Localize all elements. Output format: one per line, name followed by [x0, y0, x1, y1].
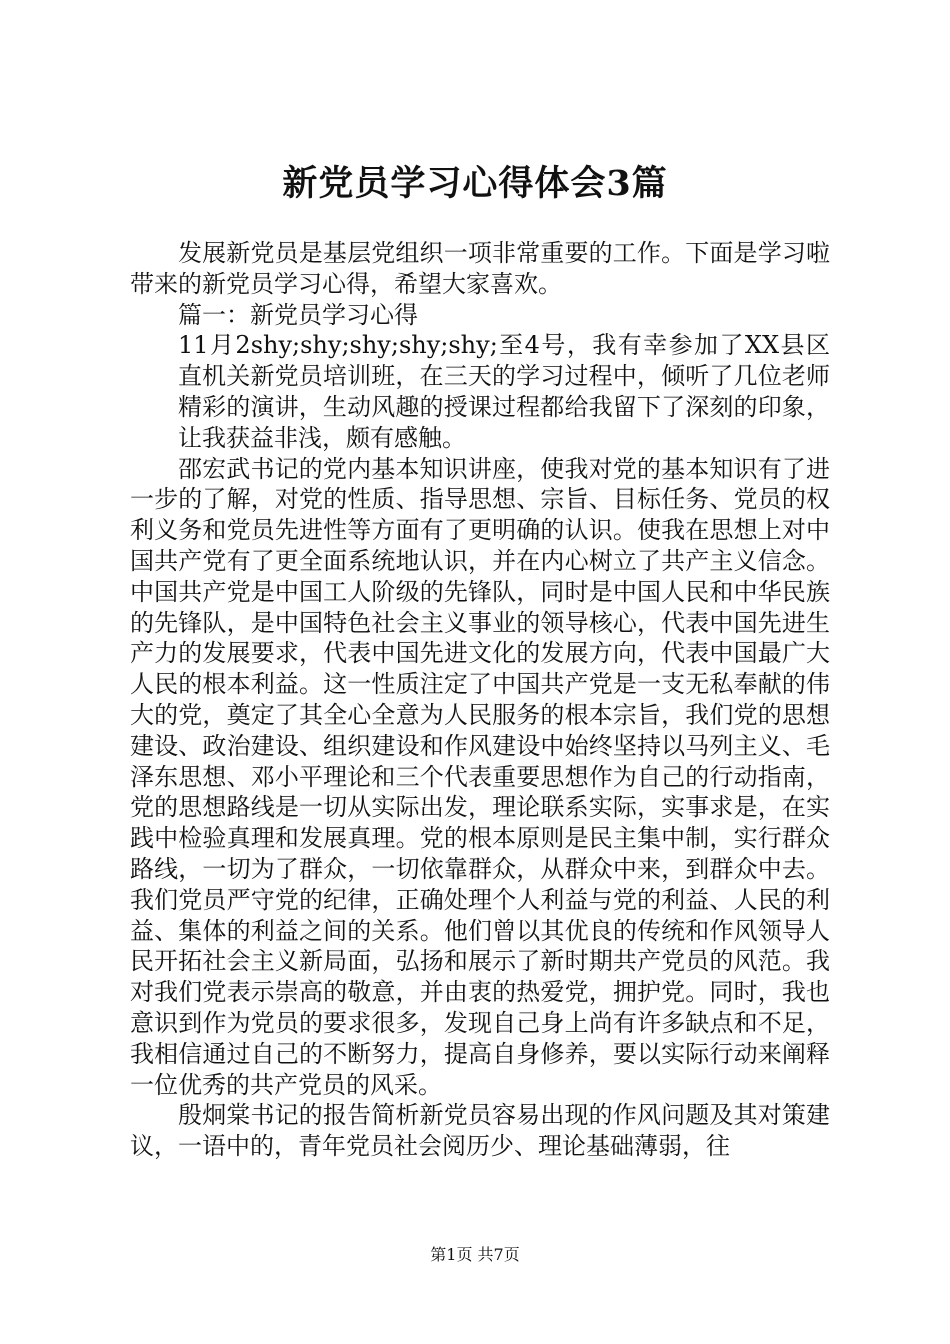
paragraph-training: 11月2shy;shy;shy;shy;shy;至4号，我有幸参加了XX县区直机关新党员培训班，在三天的学习过程中，倾听了几位老师精彩的演讲，生动风趣的授课过程都给我留下了深刻的印象，让我获益非浅，颇有感触。 [178, 331, 830, 452]
paragraph-report: 殷炯棠书记的报告简析新党员容易出现的作风问题及其对策建议，一语中的，青年党员社会阅历少、理论基础薄弱，往 [130, 1101, 830, 1161]
document-title: 新党员学习心得体会3篇 [282, 163, 668, 204]
document-body [130, 238, 830, 1162]
paragraph-lecture: 邵宏武书记的党内基本知识讲座，使我对党的基本知识有了进一步的了解，对党的性质、指导思想、宗旨、目标任务、党员的权利义务和党员先进性等方面有了更明确的认识。使我在思想上对中国共产党有了更全面系统地认识，并在内心树立了共产主义信念。中国共产党是中国工人阶级的先锋队，同时是中国人民和中华民族的先锋队，是中国特色社会主义事业的领导核心，代表中国先进生产力的发展要求，代表中国先进文化的发展方向，代表中国最广大人民的根本利益。这一性质注定了中国共产党是一支无私奉献的伟大的党，奠定了其全心全意为人民服务的根本宗旨，我们党的思想建设、政治建设、组织建设和作风建设中始终坚持以马列主义、毛泽东思想、邓小平理论和三个代表重要思想作为自己的行动指南，党的思想路线是一切从实际出发，理论联系实际，实事求是，在实践中检验真理和发展真理。党的根本原则是民主集中制，实行群众路线，一切为了群众，一切依靠群众，从群众中来，到群众中去。我们党员严守党的纪律，正确处理个人利益与党的利益、人民的利益、集体的利益之间的关系。他们曾以其优良的传统和作风领导人民开拓社会主义新局面，弘扬和展示了新时期共产党员的风范。我对我们党表示崇高的敬意，并由衷的热爱党，拥护党。同时，我也意识到作为党员的要求很多，发现自己身上尚有许多缺点和不足，我相信通过自己的不断努力，提高自身修养，要以实际行动来阐释一位优秀的共产党员的风采。 [130, 454, 830, 1099]
page-footer: 第1页 共7页 [430, 1245, 520, 1264]
section-heading: 篇一：新党员学习心得 [178, 300, 418, 329]
paragraph-intro: 发展新党员是基层党组织一项非常重要的工作。下面是学习啦带来的新党员学习心得，希望大家喜欢。 [130, 239, 830, 298]
